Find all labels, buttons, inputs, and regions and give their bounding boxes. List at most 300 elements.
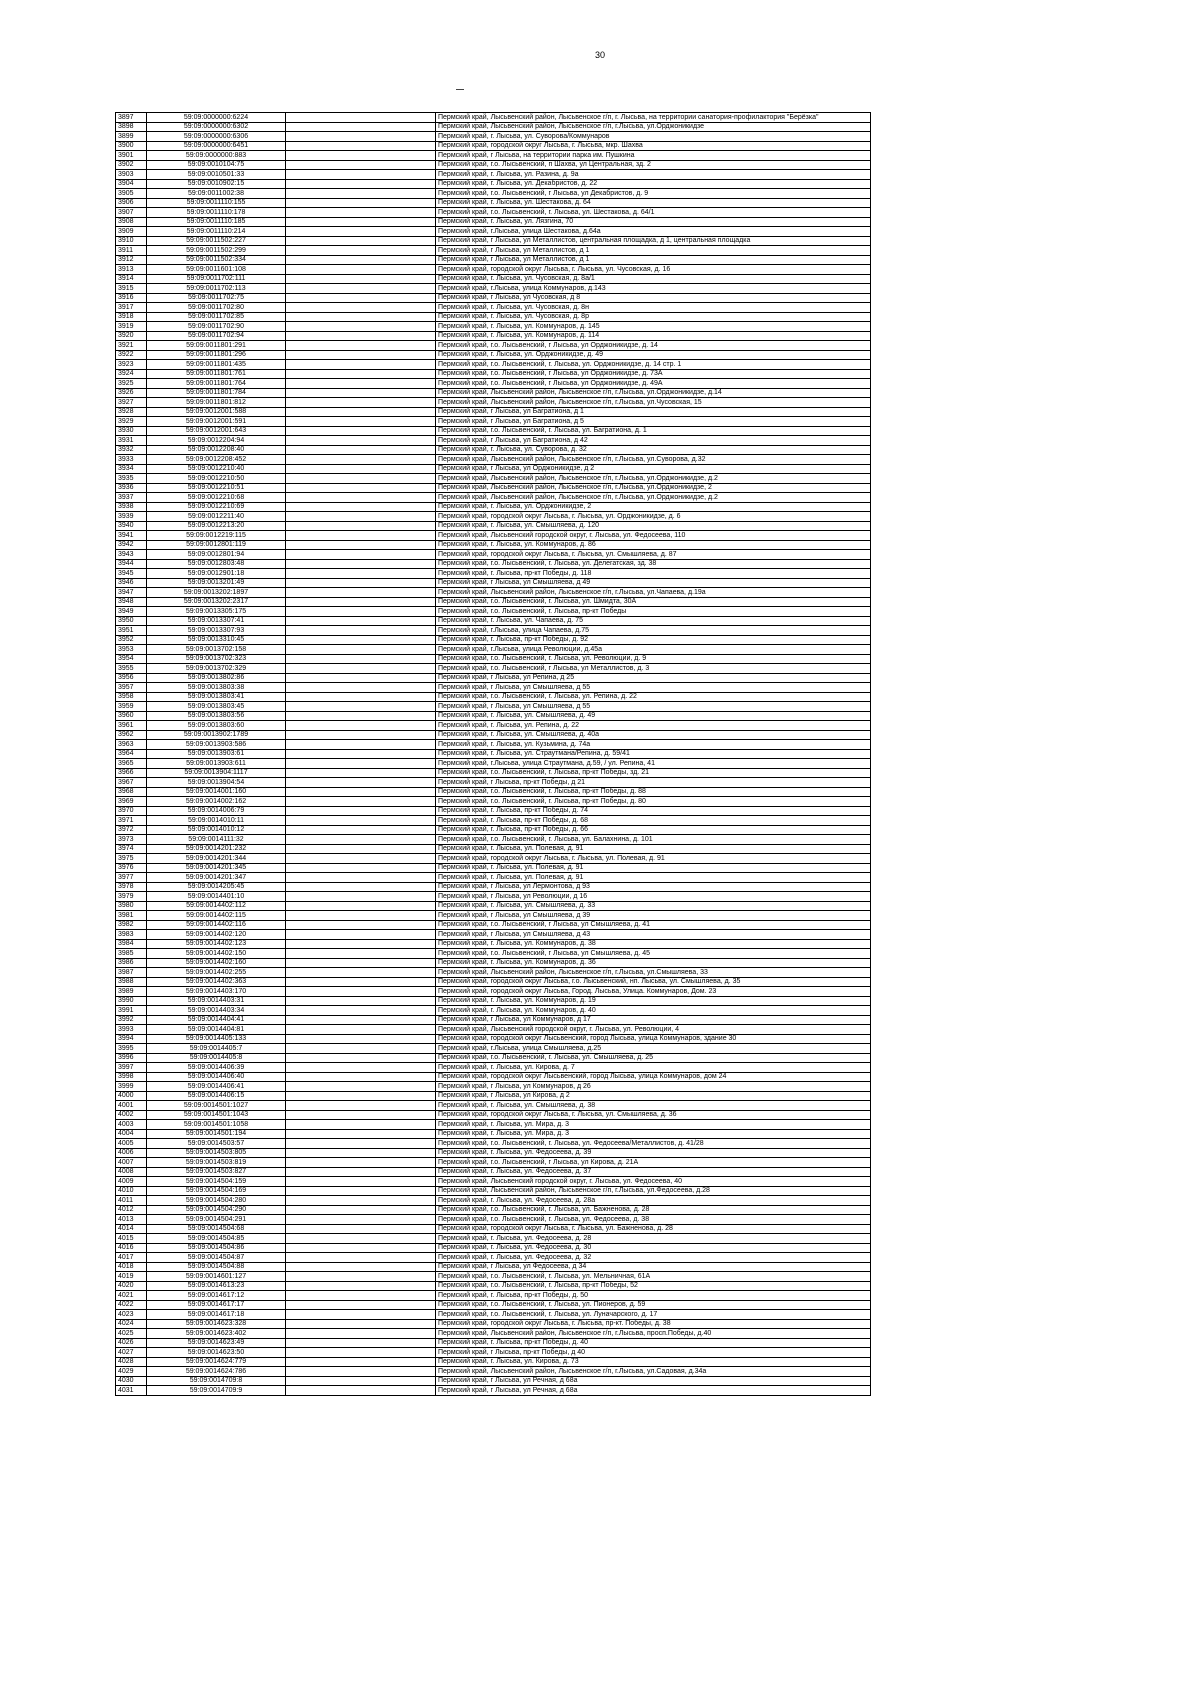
empty-cell-cell <box>286 1319 436 1329</box>
empty-cell-cell <box>286 284 436 294</box>
empty-cell-cell <box>286 1386 436 1396</box>
address-cell: Пермский край, г Лысьва, ул Кирова, д 2 <box>436 1091 871 1101</box>
row-number-cell: 3923 <box>116 360 147 370</box>
row-number-cell: 3995 <box>116 1044 147 1054</box>
row-number-cell: 3970 <box>116 806 147 816</box>
empty-cell-cell <box>286 426 436 436</box>
empty-cell-cell <box>286 293 436 303</box>
table-row <box>116 246 871 256</box>
cadastral-number-cell: 59:09:0011110:178 <box>147 208 286 218</box>
empty-cell-cell <box>286 1291 436 1301</box>
table-row <box>116 1006 871 1016</box>
table-row <box>116 1262 871 1272</box>
table-row <box>116 1205 871 1215</box>
cadastral-number-cell: 59:09:0012001:588 <box>147 407 286 417</box>
row-number-cell: 4024 <box>116 1319 147 1329</box>
empty-cell-cell <box>286 683 436 693</box>
table-row <box>116 255 871 265</box>
cadastral-number-cell: 59:09:0014405:7 <box>147 1044 286 1054</box>
table-row <box>116 407 871 417</box>
address-cell: Пермский край, г. Лысьва, пр-кт Победы, д. 40 <box>436 1338 871 1348</box>
empty-cell-cell <box>286 521 436 531</box>
address-cell: Пермский край, г.о. Лысьвенский, г. Лысьва, пр-кт Победы, зд. 21 <box>436 768 871 778</box>
address-cell: Пермский край, г. Лысьва, пр-кт Победы, д. 68 <box>436 816 871 826</box>
table-row <box>116 1243 871 1253</box>
row-number-cell: 3903 <box>116 170 147 180</box>
row-number-cell: 3925 <box>116 379 147 389</box>
empty-cell-cell <box>286 341 436 351</box>
address-cell: Пермский край, городской округ Лысьва, г. Лысьва, ул. Чусовская, д. 16 <box>436 265 871 275</box>
empty-cell-cell <box>286 892 436 902</box>
table-row <box>116 208 871 218</box>
address-cell: Пермский край, г. Лысьва, ул. Репина, д. 22 <box>436 721 871 731</box>
empty-cell-cell <box>286 797 436 807</box>
address-cell: Пермский край, г.о. Лысьвенский, г. Лысьва, ул. Смышляева, д. 25 <box>436 1053 871 1063</box>
table-row <box>116 303 871 313</box>
address-cell: Пермский край, г. Лысьва, ул. Смышляева, д. 49 <box>436 711 871 721</box>
address-cell: Пермский край, г.о. Лысьвенский, г. Лысьва, пр-кт Победы, д. 88 <box>436 787 871 797</box>
table-row <box>116 132 871 142</box>
cadastral-number-cell: 59:09:0011702:111 <box>147 274 286 284</box>
row-number-cell: 3990 <box>116 996 147 1006</box>
empty-cell-cell <box>286 1367 436 1377</box>
cadastral-number-cell: 59:09:0014002:162 <box>147 797 286 807</box>
row-number-cell: 3916 <box>116 293 147 303</box>
cadastral-number-cell: 59:09:0014501:1058 <box>147 1120 286 1130</box>
row-number-cell: 3899 <box>116 132 147 142</box>
address-cell: Пермский край, Лысьвенский район, Лысьвенское г/п, г.Лысьва, ул.Орджоникидзе <box>436 122 871 132</box>
address-cell: Пермский край, г. Лысьва, ул. Коммунаров, д. 36 <box>436 958 871 968</box>
cadastral-number-cell: 59:09:0011702:94 <box>147 331 286 341</box>
row-number-cell: 3960 <box>116 711 147 721</box>
address-cell: Пермский край, г. Лысьва, ул. Полевая, д. 91 <box>436 873 871 883</box>
cadastral-number-cell: 59:09:0012001:643 <box>147 426 286 436</box>
cadastral-number-cell: 59:09:0014402:115 <box>147 911 286 921</box>
row-number-cell: 3913 <box>116 265 147 275</box>
row-number-cell: 4006 <box>116 1148 147 1158</box>
empty-cell-cell <box>286 1110 436 1120</box>
address-cell: Пермский край, Лысьвенский район, Лысьвенское г/п, г.Лысьва, ул.Федосеева, д.28 <box>436 1186 871 1196</box>
table-row <box>116 227 871 237</box>
row-number-cell: 3902 <box>116 160 147 170</box>
address-cell: Пермский край, Лысьвенский городской округ, г. Лысьва, ул. Революции, 4 <box>436 1025 871 1035</box>
table-row <box>116 1053 871 1063</box>
table-row <box>116 293 871 303</box>
empty-cell-cell <box>286 360 436 370</box>
address-cell: Пермский край, городской округ Лысьва, г. Лысьва, пр-кт. Победы, д. 38 <box>436 1319 871 1329</box>
row-number-cell: 3934 <box>116 464 147 474</box>
empty-cell-cell <box>286 816 436 826</box>
empty-cell-cell <box>286 702 436 712</box>
cadastral-number-cell: 59:09:0014501:1043 <box>147 1110 286 1120</box>
empty-cell-cell <box>286 1091 436 1101</box>
cadastral-number-cell: 59:09:0000000:6451 <box>147 141 286 151</box>
cadastral-number-cell: 59:09:0011702:113 <box>147 284 286 294</box>
address-cell: Пермский край, г.о. Лысьвенский, г. Лысьва, ул. Бажненова, д. 28 <box>436 1205 871 1215</box>
row-number-cell: 4002 <box>116 1110 147 1120</box>
cadastral-number-cell: 59:09:0011702:75 <box>147 293 286 303</box>
cadastral-number-cell: 59:09:0011702:85 <box>147 312 286 322</box>
row-number-cell: 3898 <box>116 122 147 132</box>
table-row <box>116 360 871 370</box>
table-row <box>116 1110 871 1120</box>
empty-cell-cell <box>286 844 436 854</box>
empty-cell-cell <box>286 740 436 750</box>
table-row <box>116 1281 871 1291</box>
row-number-cell: 3971 <box>116 816 147 826</box>
cadastral-number-cell: 59:09:0011702:80 <box>147 303 286 313</box>
address-cell: Пермский край, г Лысьва, ул Речная, д 68а <box>436 1386 871 1396</box>
cadastral-number-cell: 59:09:0012210:68 <box>147 493 286 503</box>
cadastral-number-cell: 59:09:0014401:10 <box>147 892 286 902</box>
address-cell: Пермский край, городской округ Лысьва, г. Лысьва, мкр. Шахва <box>436 141 871 151</box>
cadastral-number-cell: 59:09:0011801:296 <box>147 350 286 360</box>
address-cell: Пермский край, г. Лысьва, ул. Смышляева, д. 38 <box>436 1101 871 1111</box>
table-row <box>116 122 871 132</box>
empty-cell-cell <box>286 265 436 275</box>
cadastral-number-cell: 59:09:0014623:49 <box>147 1338 286 1348</box>
row-number-cell: 3917 <box>116 303 147 313</box>
row-number-cell: 4019 <box>116 1272 147 1282</box>
table-row <box>116 113 871 123</box>
table-row <box>116 502 871 512</box>
row-number-cell: 3943 <box>116 550 147 560</box>
row-number-cell: 3937 <box>116 493 147 503</box>
empty-cell-cell <box>286 607 436 617</box>
address-cell: Пермский край, г.Лысьва, улица Коммунаров, д.143 <box>436 284 871 294</box>
table-row <box>116 1139 871 1149</box>
address-cell: Пермский край, г.о. Лысьвенский, г. Лысьва, ул. Луначарского, д. 17 <box>436 1310 871 1320</box>
row-number-cell: 3900 <box>116 141 147 151</box>
address-cell: Пермский край, г Лысьва, ул Багратиона, д 1 <box>436 407 871 417</box>
table-row <box>116 778 871 788</box>
row-number-cell: 3909 <box>116 227 147 237</box>
empty-cell-cell <box>286 550 436 560</box>
empty-cell-cell <box>286 1082 436 1092</box>
empty-cell-cell <box>286 132 436 142</box>
table-row <box>116 1025 871 1035</box>
empty-cell-cell <box>286 540 436 550</box>
row-number-cell: 4020 <box>116 1281 147 1291</box>
table-row <box>116 920 871 930</box>
cadastral-number-cell: 59:09:0014402:112 <box>147 901 286 911</box>
table-row <box>116 464 871 474</box>
empty-cell-cell <box>286 502 436 512</box>
empty-cell-cell <box>286 227 436 237</box>
empty-cell-cell <box>286 331 436 341</box>
empty-cell-cell <box>286 512 436 522</box>
address-cell: Пермский край, г Лысьва, пр-кт Победы, д 21 <box>436 778 871 788</box>
table-row <box>116 1319 871 1329</box>
empty-cell-cell <box>286 151 436 161</box>
cadastral-number-cell: 59:09:0013903:611 <box>147 759 286 769</box>
cadastral-number-cell: 59:09:0011502:227 <box>147 236 286 246</box>
empty-cell-cell <box>286 417 436 427</box>
cadastral-number-cell: 59:09:0014624:779 <box>147 1357 286 1367</box>
row-number-cell: 3999 <box>116 1082 147 1092</box>
row-number-cell: 3940 <box>116 521 147 531</box>
row-number-cell: 3986 <box>116 958 147 968</box>
cadastral-number-cell: 59:09:0014503:57 <box>147 1139 286 1149</box>
row-number-cell: 3996 <box>116 1053 147 1063</box>
separator-dash <box>456 89 464 90</box>
row-number-cell: 3959 <box>116 702 147 712</box>
address-cell: Пермский край, г Лысьва, ул Лермонтова, д 93 <box>436 882 871 892</box>
table-row <box>116 1310 871 1320</box>
row-number-cell: 3947 <box>116 588 147 598</box>
address-cell: Пермский край, г Лысьва, ул Смышляева, д 43 <box>436 930 871 940</box>
row-number-cell: 4029 <box>116 1367 147 1377</box>
table-row <box>116 1015 871 1025</box>
address-cell: Пермский край, Лысьвенский район, Лысьвенское г/п, г.Лысьва, ул.Чапаева, д.19а <box>436 588 871 598</box>
address-cell: Пермский край, г.Лысьва, улица Смышляева, д.25 <box>436 1044 871 1054</box>
table-row <box>116 721 871 731</box>
row-number-cell: 4018 <box>116 1262 147 1272</box>
table-row <box>116 911 871 921</box>
table-row <box>116 578 871 588</box>
address-cell: Пермский край, г.о. Лысьвенский, г Лысьва, ул Декабристов, д. 9 <box>436 189 871 199</box>
table-row <box>116 284 871 294</box>
table-row <box>116 493 871 503</box>
row-number-cell: 3920 <box>116 331 147 341</box>
address-cell: Пермский край, г. Лысьва, ул. Федосеева, д. 28 <box>436 1234 871 1244</box>
row-number-cell: 3946 <box>116 578 147 588</box>
empty-cell-cell <box>286 1300 436 1310</box>
empty-cell-cell <box>286 645 436 655</box>
table-row <box>116 854 871 864</box>
row-number-cell: 4030 <box>116 1376 147 1386</box>
row-number-cell: 3926 <box>116 388 147 398</box>
address-cell: Пермский край, г. Лысьва, ул. Чусовская, д. 8р <box>436 312 871 322</box>
row-number-cell: 3973 <box>116 835 147 845</box>
cadastral-number-cell: 59:09:0011110:155 <box>147 198 286 208</box>
cadastral-number-cell: 59:09:0011110:214 <box>147 227 286 237</box>
address-cell: Пермский край, г. Лысьва, ул. Полевая, д. 91 <box>436 844 871 854</box>
cadastral-number-cell: 59:09:0014601:127 <box>147 1272 286 1282</box>
address-cell: Пермский край, г. Лысьва, ул. Коммунаров, д. 145 <box>436 322 871 332</box>
empty-cell-cell <box>286 464 436 474</box>
address-cell: Пермский край, Лысьвенский район, Лысьвенское г/п, г.Лысьва, ул.Орджоникидзе, д.2 <box>436 493 871 503</box>
address-cell: Пермский край, городской округ Лысьва, Город. Лысьва, Улица. Коммунаров, Дом. 23 <box>436 987 871 997</box>
empty-cell-cell <box>286 968 436 978</box>
row-number-cell: 3922 <box>116 350 147 360</box>
row-number-cell: 3989 <box>116 987 147 997</box>
address-cell: Пермский край, г. Лысьва, ул. Разина, д. 9а <box>436 170 871 180</box>
table-row <box>116 930 871 940</box>
table-row <box>116 835 871 845</box>
address-cell: Пермский край, Лысьвенский район, Лысьвенское г/п, г.Лысьва, ул.Орджоникидзе, д.2 <box>436 474 871 484</box>
cadastral-number-cell: 59:09:0014010:11 <box>147 816 286 826</box>
table-row <box>116 189 871 199</box>
table-row <box>116 692 871 702</box>
empty-cell-cell <box>286 1205 436 1215</box>
address-cell: Пермский край, г Лысьва, ул Орджоникидзе, д 2 <box>436 464 871 474</box>
address-cell: Пермский край, г.о. Лысьвенский, г. Лысьва, пр-кт Победы <box>436 607 871 617</box>
row-number-cell: 3962 <box>116 730 147 740</box>
empty-cell-cell <box>286 1310 436 1320</box>
table-row <box>116 654 871 664</box>
cadastral-number-cell: 59:09:0013903:61 <box>147 749 286 759</box>
cadastral-number-cell: 59:09:0012801:94 <box>147 550 286 560</box>
empty-cell-cell <box>286 569 436 579</box>
address-cell: Пермский край, г. Лысьва, ул. Коммунаров, д. 114 <box>436 331 871 341</box>
row-number-cell: 3965 <box>116 759 147 769</box>
address-cell: Пермский край, г.Лысьва, улица Революции, д.45а <box>436 645 871 655</box>
cadastral-number-cell: 59:09:0014709:8 <box>147 1376 286 1386</box>
empty-cell-cell <box>286 1357 436 1367</box>
address-cell: Пермский край, г.о. Лысьвенский, п Шахва, ул Центральная, зд. 2 <box>436 160 871 170</box>
address-cell: Пермский край, городской округ Лысьва, г. Лысьва, ул. Бажненова, д. 28 <box>436 1224 871 1234</box>
empty-cell-cell <box>286 949 436 959</box>
address-cell: Пермский край, г Лысьва, ул Смышляева, д 55 <box>436 683 871 693</box>
cadastral-number-cell: 59:09:0014504:85 <box>147 1234 286 1244</box>
cadastral-number-cell: 59:09:0013803:38 <box>147 683 286 693</box>
cadastral-number-cell: 59:09:0014503:805 <box>147 1148 286 1158</box>
row-number-cell: 3904 <box>116 179 147 189</box>
table-row <box>116 816 871 826</box>
address-cell: Пермский край, г. Лысьва, ул. Шестакова, д. 64 <box>436 198 871 208</box>
table-row <box>116 588 871 598</box>
cadastral-number-cell: 59:09:0014504:87 <box>147 1253 286 1263</box>
cadastral-number-cell: 59:09:0013904:54 <box>147 778 286 788</box>
address-cell: Пермский край, г.Лысьва, улица Шестакова, д.64а <box>436 227 871 237</box>
table-row <box>116 626 871 636</box>
cadastral-number-cell: 59:09:0014617:17 <box>147 1300 286 1310</box>
cadastral-number-cell: 59:09:0014403:31 <box>147 996 286 1006</box>
row-number-cell: 3908 <box>116 217 147 227</box>
cadastral-number-cell: 59:09:0014406:41 <box>147 1082 286 1092</box>
cadastral-number-cell: 59:09:0014623:402 <box>147 1329 286 1339</box>
address-cell: Пермский край, г. Лысьва, пр-кт Победы, д. 66 <box>436 825 871 835</box>
cadastral-number-cell: 59:09:0011502:334 <box>147 255 286 265</box>
empty-cell-cell <box>286 1120 436 1130</box>
address-cell: Пермский край, г. Лысьва, ул. Федосеева, д. 28а <box>436 1196 871 1206</box>
row-number-cell: 4031 <box>116 1386 147 1396</box>
empty-cell-cell <box>286 303 436 313</box>
address-cell: Пермский край, г Лысьва, ул Речная, д 68а <box>436 1376 871 1386</box>
address-cell: Пермский край, г.о. Лысьвенский, г. Лысьва, ул. Федосеева, д. 38 <box>436 1215 871 1225</box>
address-cell: Пермский край, г.о. Лысьвенский, г Лысьва, ул Орджоникидзе, д. 14 <box>436 341 871 351</box>
table-row <box>116 1082 871 1092</box>
cadastral-number-cell: 59:09:0014613:23 <box>147 1281 286 1291</box>
empty-cell-cell <box>286 122 436 132</box>
cadastral-number-cell: 59:09:0010501:33 <box>147 170 286 180</box>
row-number-cell: 3958 <box>116 692 147 702</box>
empty-cell-cell <box>286 1177 436 1187</box>
table-row <box>116 265 871 275</box>
empty-cell-cell <box>286 1129 436 1139</box>
empty-cell-cell <box>286 179 436 189</box>
cadastral-number-cell: 59:09:0014501:1027 <box>147 1101 286 1111</box>
address-cell: Пермский край, Лысьвенский район, Лысьвенское г/п, г.Лысьва, ул.Орджоникидзе, 2 <box>436 483 871 493</box>
cadastral-number-cell: 59:09:0014504:68 <box>147 1224 286 1234</box>
address-cell: Пермский край, г.о. Лысьвенский, г Лысьва, ул Кирова, д. 21А <box>436 1158 871 1168</box>
address-cell: Пермский край, Лысьвенский район, Лысьвенское г/п, г.Лысьва, ул.Орджоникидзе, д.14 <box>436 388 871 398</box>
row-number-cell: 3988 <box>116 977 147 987</box>
empty-cell-cell <box>286 1034 436 1044</box>
address-cell: Пермский край, г Лысьва, ул Металлистов, д 1 <box>436 255 871 265</box>
row-number-cell: 4015 <box>116 1234 147 1244</box>
empty-cell-cell <box>286 1158 436 1168</box>
row-number-cell: 4027 <box>116 1348 147 1358</box>
row-number-cell: 4026 <box>116 1338 147 1348</box>
empty-cell-cell <box>286 388 436 398</box>
empty-cell-cell <box>286 882 436 892</box>
empty-cell-cell <box>286 759 436 769</box>
address-cell: Пермский край, г.о. Лысьвенский, г. Лысьва, ул. Багратиона, д. 1 <box>436 426 871 436</box>
table-row <box>116 673 871 683</box>
address-cell: Пермский край, г.о. Лысьвенский, г. Лысьва, ул. Репина, д. 22 <box>436 692 871 702</box>
table-row <box>116 398 871 408</box>
address-cell: Пермский край, г.Лысьва, улица Страутмана, д.59, / ул. Репина, 41 <box>436 759 871 769</box>
row-number-cell: 3977 <box>116 873 147 883</box>
empty-cell-cell <box>286 1015 436 1025</box>
row-number-cell: 4004 <box>116 1129 147 1139</box>
address-cell: Пермский край, г. Лысьва, ул. Полевая, д. 91 <box>436 863 871 873</box>
row-number-cell: 4012 <box>116 1205 147 1215</box>
cadastral-number-cell: 59:09:0011801:812 <box>147 398 286 408</box>
cadastral-number-cell: 59:09:0012208:452 <box>147 455 286 465</box>
row-number-cell: 3957 <box>116 683 147 693</box>
cadastral-number-cell: 59:09:0014402:160 <box>147 958 286 968</box>
address-cell: Пермский край, г. Лысьва, ул. Суворова/Коммунаров <box>436 132 871 142</box>
table-row <box>116 597 871 607</box>
table-row <box>116 607 871 617</box>
table-row <box>116 160 871 170</box>
row-number-cell: 3921 <box>116 341 147 351</box>
row-number-cell: 3928 <box>116 407 147 417</box>
row-number-cell: 3983 <box>116 930 147 940</box>
row-number-cell: 3949 <box>116 607 147 617</box>
empty-cell-cell <box>286 1215 436 1225</box>
address-cell: Пермский край, г Лысьва, ул Революции, д 16 <box>436 892 871 902</box>
address-cell: Пермский край, г Лысьва, пр-кт Победы, д 40 <box>436 1348 871 1358</box>
cadastral-number-cell: 59:09:0011601:108 <box>147 265 286 275</box>
cadastral-number-cell: 59:09:0014404:81 <box>147 1025 286 1035</box>
table-row <box>116 616 871 626</box>
address-cell: Пермский край, г. Лысьва, ул. Коммунаров, д. 86 <box>436 540 871 550</box>
cadastral-number-cell: 59:09:0011110:185 <box>147 217 286 227</box>
table-row <box>116 1177 871 1187</box>
table-row <box>116 512 871 522</box>
table-row <box>116 901 871 911</box>
empty-cell-cell <box>286 920 436 930</box>
empty-cell-cell <box>286 236 436 246</box>
empty-cell-cell <box>286 1224 436 1234</box>
empty-cell-cell <box>286 778 436 788</box>
row-number-cell: 3911 <box>116 246 147 256</box>
row-number-cell: 4005 <box>116 1139 147 1149</box>
address-cell: Пермский край, г.о. Лысьвенский, г Лысьва, ул Смышляева, д. 41 <box>436 920 871 930</box>
table-row <box>116 322 871 332</box>
cadastral-number-cell: 59:09:0014403:34 <box>147 1006 286 1016</box>
row-number-cell: 3912 <box>116 255 147 265</box>
address-cell: Пермский край, г. Лысьва, ул. Декабристов, д. 22 <box>436 179 871 189</box>
cadastral-number-cell: 59:09:0013702:158 <box>147 645 286 655</box>
address-cell: Пермский край, г.о. Лысьвенский, г Лысьва, ул Орджоникидзе, д. 49А <box>436 379 871 389</box>
empty-cell-cell <box>286 1243 436 1253</box>
empty-cell-cell <box>286 977 436 987</box>
row-number-cell: 3950 <box>116 616 147 626</box>
address-cell: Пермский край, г. Лысьва, пр-кт Победы, д. 74 <box>436 806 871 816</box>
table-row <box>116 1186 871 1196</box>
empty-cell-cell <box>286 1376 436 1386</box>
empty-cell-cell <box>286 692 436 702</box>
cadastral-number-cell: 59:09:0014504:88 <box>147 1262 286 1272</box>
address-cell: Пермский край, г.о. Лысьвенский, г. Лысьва, ул. Балахнина, д. 101 <box>436 835 871 845</box>
row-number-cell: 3976 <box>116 863 147 873</box>
address-cell: Пермский край, Лысьвенский район, Лысьвенское г/п, г.Лысьва, ул.Садовая, д.34а <box>436 1367 871 1377</box>
